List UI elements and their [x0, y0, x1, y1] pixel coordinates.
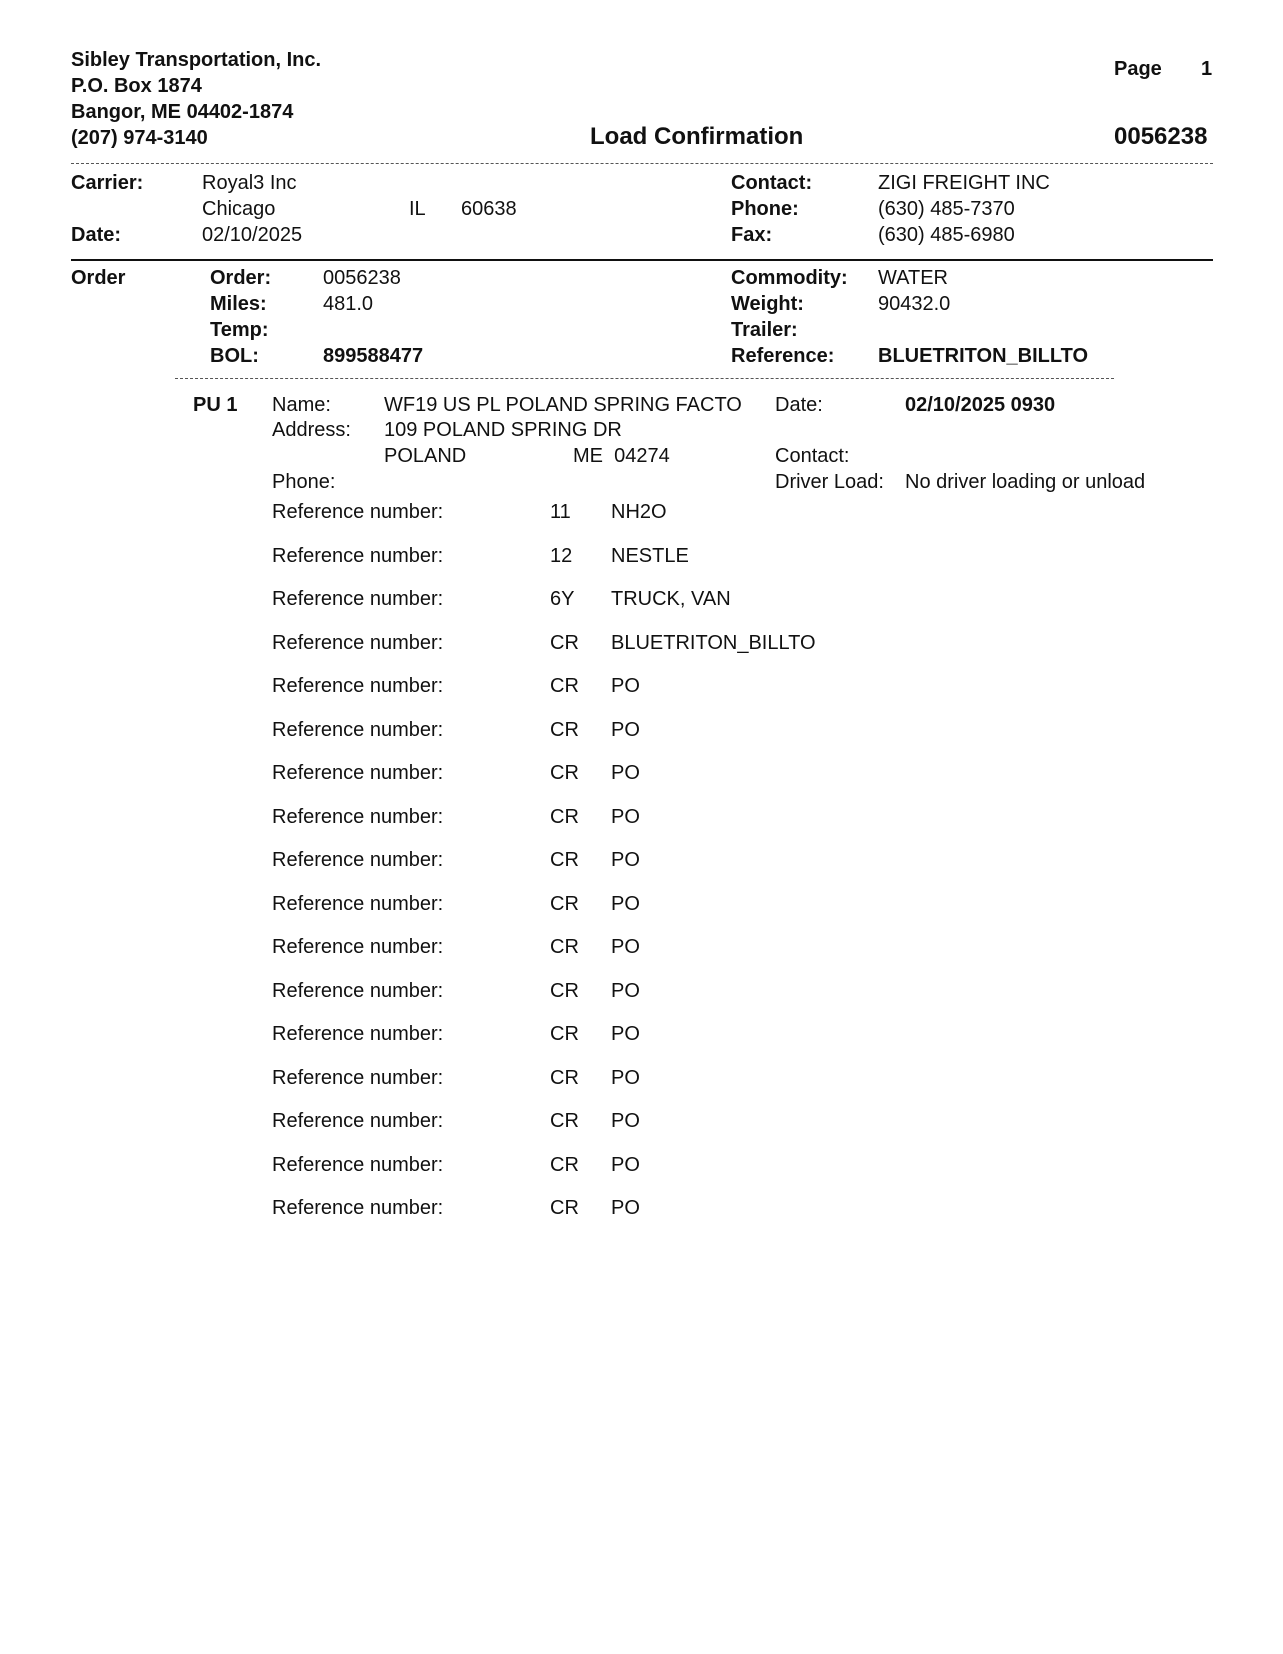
header-divider — [71, 163, 1213, 164]
reference-number-value: PO — [611, 718, 640, 741]
reference-number-qualifier: CR — [550, 631, 579, 654]
commodity-value: WATER — [878, 267, 948, 289]
carrier-phone: (630) 485-7370 — [878, 198, 1015, 220]
pickup-name: WF19 US PL POLAND SPRING FACTO — [384, 394, 742, 416]
reference-number-value: PO — [611, 849, 640, 871]
reference-number-qualifier: CR — [550, 936, 579, 958]
reference-number-value: PO — [611, 675, 640, 697]
pickup-name-label: Name: — [272, 394, 331, 416]
reference-number-qualifier: CR — [550, 849, 579, 871]
pickup-phone-label: Phone: — [272, 471, 336, 493]
order-number-label: Order: — [210, 267, 272, 289]
reference-number-value: PO — [611, 762, 640, 784]
miles-value: 481.0 — [323, 293, 374, 315]
reference-number-qualifier: CR — [550, 979, 579, 1002]
reference-number-label: Reference number: — [272, 762, 444, 784]
pickup-tag: PU 1 — [193, 394, 238, 416]
reference-number-value: PO — [611, 1110, 640, 1132]
document-title: Load Confirmation — [590, 123, 804, 150]
reference-number-qualifier: CR — [550, 805, 579, 828]
bol-value: 899588477 — [323, 345, 424, 367]
carrier-state: IL — [409, 198, 426, 220]
commodity-label: Commodity: — [731, 267, 848, 289]
carrier-zip: 60638 — [461, 198, 517, 220]
reference-number-qualifier: 6Y — [550, 588, 575, 610]
reference-value: BLUETRITON_BILLTO — [878, 345, 1088, 367]
reference-number-row — [272, 805, 892, 849]
reference-number-qualifier: CR — [550, 1110, 579, 1132]
carrier-phone-label: Phone: — [731, 198, 799, 220]
reference-number-value: PO — [611, 805, 640, 828]
reference-number-value: NESTLE — [611, 544, 689, 567]
reference-number-label: Reference number: — [272, 1110, 444, 1132]
carrier-contact: ZIGI FREIGHT INC — [878, 172, 1050, 194]
reference-number-qualifier: CR — [550, 1197, 579, 1219]
pickup-date: 02/10/2025 0930 — [905, 394, 1056, 416]
reference-number-label: Reference number: — [272, 1023, 444, 1045]
carrier-contact-label: Contact: — [731, 172, 813, 194]
pickup-city: POLAND — [384, 445, 467, 467]
reference-number-label: Reference number: — [272, 849, 444, 871]
carrier-fax-label: Fax: — [731, 224, 773, 246]
pickup-date-label: Date: — [775, 394, 823, 416]
reference-number-label: Reference number: — [272, 631, 444, 654]
company-phone: (207) 974-3140 — [71, 127, 208, 149]
reference-number-row — [272, 544, 892, 588]
reference-number-row — [272, 1109, 892, 1153]
order-section-label: Order — [71, 267, 126, 289]
pickup-address-label: Address: — [272, 419, 351, 441]
carrier-divider — [71, 259, 1213, 261]
carrier-date-label: Date: — [71, 224, 122, 246]
reference-number-qualifier: CR — [550, 718, 579, 741]
reference-number-label: Reference number: — [272, 675, 444, 697]
reference-number-row — [272, 761, 892, 805]
page-number: 1 — [1201, 58, 1213, 80]
weight-label: Weight: — [731, 293, 804, 315]
reference-number-row — [272, 935, 892, 979]
reference-number-row — [272, 500, 892, 544]
reference-number-value: PO — [611, 1023, 640, 1045]
order-divider — [175, 378, 1114, 379]
carrier-fax: (630) 485-6980 — [878, 224, 1015, 246]
temp-label: Temp: — [210, 319, 269, 341]
carrier-date: 02/10/2025 — [202, 224, 303, 246]
pickup-state-zip: ME 04274 — [573, 445, 670, 467]
reference-number-row — [272, 848, 892, 892]
reference-number-row — [272, 1066, 892, 1110]
reference-number-label: Reference number: — [272, 805, 444, 828]
weight-value: 90432.0 — [878, 293, 951, 315]
pickup-address: 109 POLAND SPRING DR — [384, 419, 622, 441]
reference-number-row — [272, 587, 892, 631]
reference-number-value: BLUETRITON_BILLTO — [611, 631, 816, 654]
company-address-line2: Bangor, ME 04402-1874 — [71, 101, 294, 123]
reference-number-label: Reference number: — [272, 1153, 444, 1176]
reference-number-value: NH2O — [611, 501, 667, 523]
company-address-line1: P.O. Box 1874 — [71, 75, 202, 97]
reference-number-value: PO — [611, 936, 640, 958]
reference-number-qualifier: 11 — [550, 501, 571, 523]
reference-number-row — [272, 1022, 892, 1066]
reference-number-qualifier: CR — [550, 675, 579, 697]
reference-number-qualifier: 12 — [550, 544, 573, 567]
reference-number-label: Reference number: — [272, 588, 444, 610]
reference-number-label: Reference number: — [272, 544, 444, 567]
reference-number-label: Reference number: — [272, 1197, 444, 1219]
reference-number-qualifier: CR — [550, 762, 579, 784]
reference-number-label: Reference number: — [272, 979, 444, 1002]
bol-label: BOL: — [210, 345, 259, 367]
reference-number-label: Reference number: — [272, 501, 444, 523]
company-name: Sibley Transportation, Inc. — [71, 49, 322, 71]
reference-number-row — [272, 718, 892, 762]
reference-number-row — [272, 979, 892, 1023]
reference-number-list — [272, 500, 892, 1240]
miles-label: Miles: — [210, 293, 267, 315]
reference-number-label: Reference number: — [272, 718, 444, 741]
reference-number-qualifier: CR — [550, 1066, 579, 1089]
reference-number-label: Reference number: — [272, 936, 444, 958]
trailer-label: Trailer: — [731, 319, 798, 341]
reference-number-value: PO — [611, 1153, 640, 1176]
reference-number-value: PO — [611, 1066, 640, 1089]
reference-number-qualifier: CR — [550, 1023, 579, 1045]
reference-number-label: Reference number: — [272, 1066, 444, 1089]
reference-number-row — [272, 1153, 892, 1197]
page-label: Page — [1114, 58, 1162, 80]
reference-number-row — [272, 674, 892, 718]
pickup-contact-label: Contact: — [775, 445, 850, 467]
reference-label: Reference: — [731, 345, 835, 367]
carrier-city: Chicago — [202, 198, 276, 220]
reference-number-value: PO — [611, 979, 640, 1002]
document-number: 0056238 — [1114, 123, 1208, 150]
reference-number-value: PO — [611, 1197, 640, 1219]
carrier-name: Royal3 Inc — [202, 172, 297, 194]
driver-load-value: No driver loading or unload — [905, 471, 1146, 493]
reference-number-label: Reference number: — [272, 892, 444, 915]
reference-number-row — [272, 892, 892, 936]
reference-number-row — [272, 631, 892, 675]
reference-number-qualifier: CR — [550, 1153, 579, 1176]
order-number: 0056238 — [323, 267, 401, 289]
driver-load-label: Driver Load: — [775, 471, 884, 493]
reference-number-value: PO — [611, 892, 640, 915]
reference-number-row — [272, 1196, 892, 1240]
carrier-label: Carrier: — [71, 172, 144, 194]
reference-number-value: TRUCK, VAN — [611, 588, 731, 610]
reference-number-qualifier: CR — [550, 892, 579, 915]
